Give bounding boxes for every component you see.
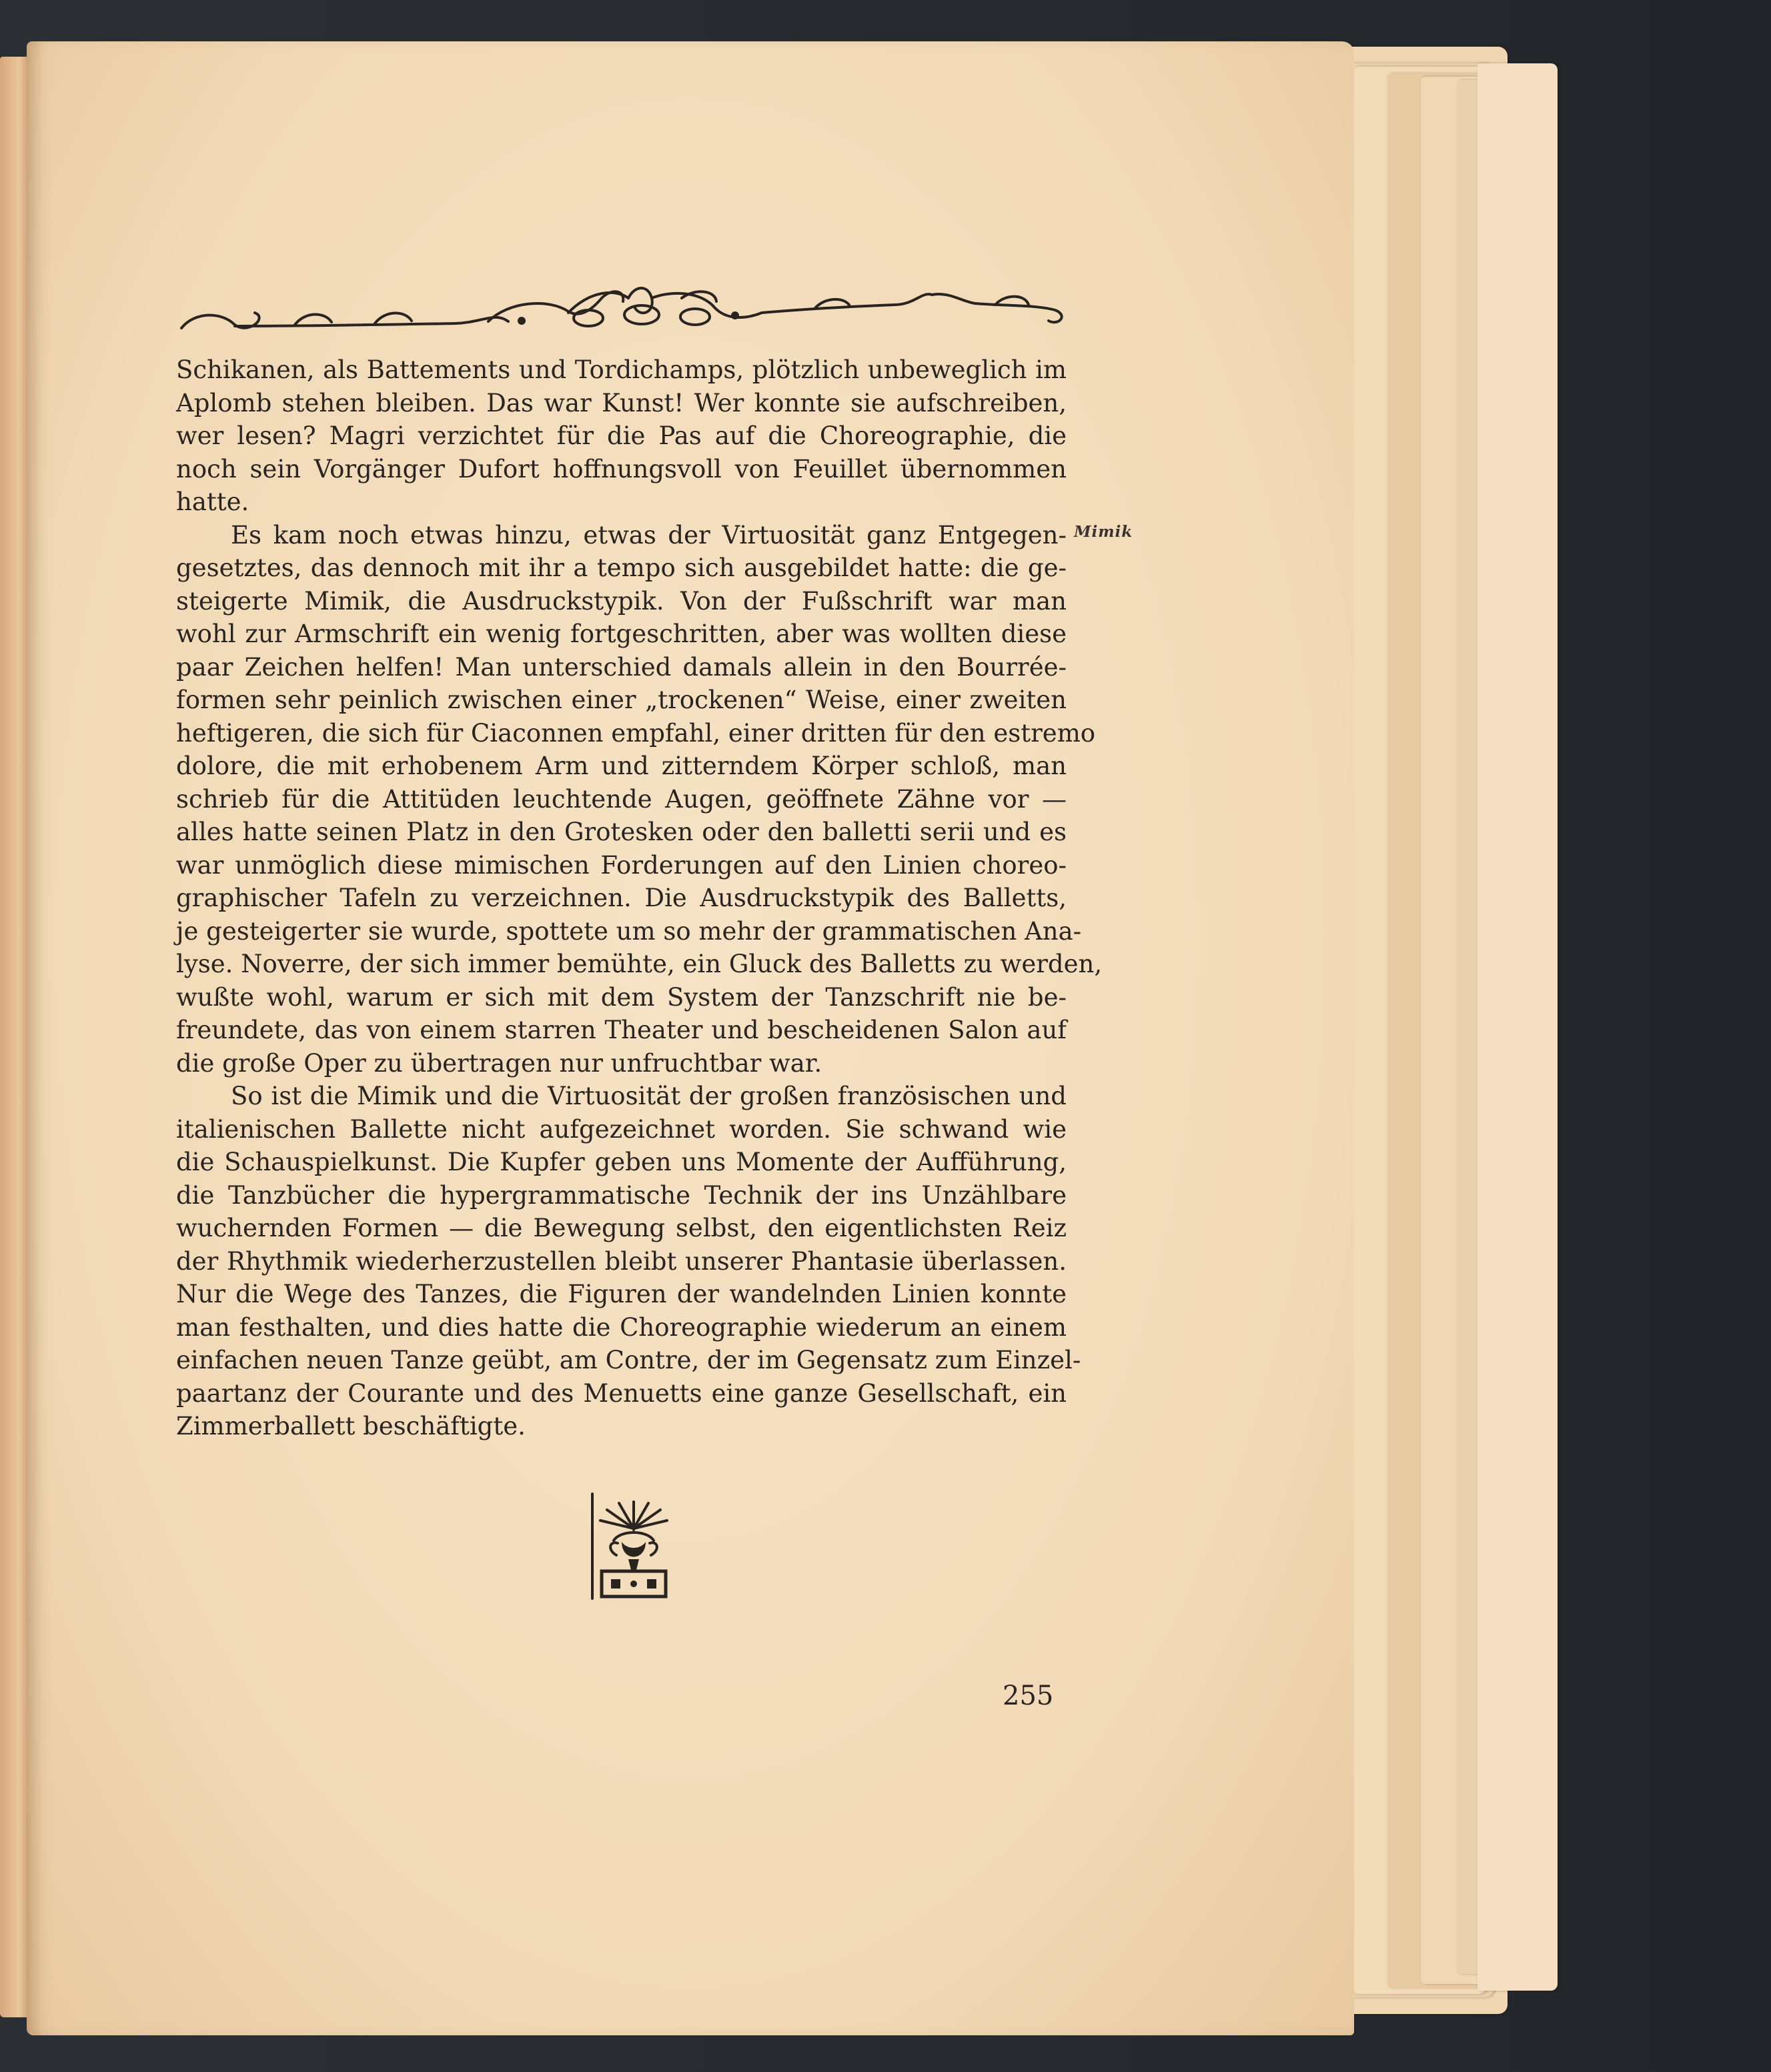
- text-line: graphischer Tafeln zu verzeichnen. Die Ausdruckstypik des Balletts,: [176, 884, 1067, 912]
- page-stack-edge: [1478, 63, 1558, 1991]
- text-line: paar Zeichen helfen! Man unterschied damals allein in den Bourrée-: [176, 652, 1067, 682]
- paragraph: [176, 1080, 1081, 1443]
- text-line: hatte.: [176, 487, 249, 516]
- text-line: wußte wohl, warum er sich mit dem System der Tanzschrift nie be-: [176, 982, 1067, 1012]
- text-line: wohl zur Armschrift ein wenig fortgeschritten, aber was wollten diese: [176, 620, 1067, 648]
- text-line: lyse. Noverre, der sich immer bemühte, ein Gluck des Balletts zu werden,: [176, 950, 1103, 978]
- text-line: wuchernden Formen — die Bewegung selbst, den eigentlichsten Reiz: [176, 1214, 1067, 1242]
- text-line: schrieb für die Attitüden leuchtende Augen, geöffnete Zähne vor —: [176, 784, 1067, 814]
- text-line: alles hatte seinen Platz in den Grotesken oder den balletti serii und es: [176, 818, 1067, 846]
- text-line: freundete, das von einem starren Theater und bescheidenen Salon auf: [176, 1016, 1067, 1044]
- text-line: die Tanzbücher die hypergrammatische Technik der ins Unzählbare: [176, 1180, 1067, 1210]
- text-line: italienischen Ballette nicht aufgezeichnet worden. Sie schwand wie: [176, 1114, 1067, 1144]
- text-line: Aplomb stehen bleiben. Das war Kunst! Wer konnte sie aufschreiben,: [176, 388, 1067, 417]
- text-line: heftigeren, die sich für Ciaconnen empfahl, einer dritten für den estremo: [176, 718, 1096, 748]
- text-line: war unmöglich diese mimischen Forderungen auf den Linien choreo-: [176, 850, 1067, 880]
- text-line: noch sein Vorgänger Dufort hoffnungsvoll von Feuillet übernommen: [176, 454, 1067, 483]
- text-line: Nur die Wege des Tanzes, die Figuren der wandelnden Linien konnte: [176, 1280, 1067, 1308]
- text-line: So ist die Mimik und die Virtuosität der großen französischen und: [231, 1082, 1067, 1110]
- ornamental-header-icon: [175, 271, 1069, 351]
- text-line: steigerte Mimik, die Ausdruckstypik. Von der Fußschrift war man: [176, 586, 1067, 616]
- text-line: Es kam noch etwas hinzu, etwas der Virtuosität ganz Entgegen-: [231, 520, 1067, 550]
- marginal-note: Mimik: [1074, 523, 1133, 541]
- text-line: der Rhythmik wiederherzustellen bleibt unserer Phantasie überlassen.: [176, 1246, 1067, 1276]
- text-line: je gesteigerter sie wurde, spottete um so mehr der grammatischen Ana-: [176, 916, 1082, 946]
- page-number: 255: [1003, 1681, 1054, 1711]
- text-line: die Schauspielkunst. Die Kupfer geben uns Momente der Aufführung,: [176, 1148, 1067, 1176]
- text-line: man festhalten, und dies hatte die Choreographie wiederum an einem: [176, 1312, 1067, 1342]
- text-line: dolore, die mit erhobenem Arm und zitterndem Körper schloß, man: [176, 752, 1067, 780]
- paragraph: [176, 519, 1103, 1080]
- text-line: wer lesen? Magri verzichtet für die Pas auf die Choreographie, die: [176, 421, 1067, 450]
- paragraph: [176, 353, 1067, 519]
- text-line: die große Oper zu übertragen nur unfruchtbar war.: [176, 1048, 822, 1078]
- body-text: [176, 353, 1103, 1443]
- text-line: Zimmerballett beschäftigte.: [176, 1412, 526, 1440]
- text-line: formen sehr peinlich zwischen einer „trockenen“ Weise, einer zweiten: [176, 686, 1067, 714]
- floral-vignette-icon: [587, 1488, 680, 1602]
- text-line: gesetztes, das dennoch mit ihr a tempo sich ausgebildet hatte: die ge-: [176, 554, 1067, 582]
- book-page: [27, 41, 1354, 2035]
- text-line: Schikanen, als Battements und Tordichamps, plötzlich unbeweglich im: [176, 355, 1067, 384]
- text-line: einfachen neuen Tanze geübt, am Contre, der im Gegensatz zum Einzel-: [176, 1346, 1081, 1374]
- text-line: paartanz der Courante und des Menuetts eine ganze Gesellschaft, ein: [176, 1378, 1067, 1408]
